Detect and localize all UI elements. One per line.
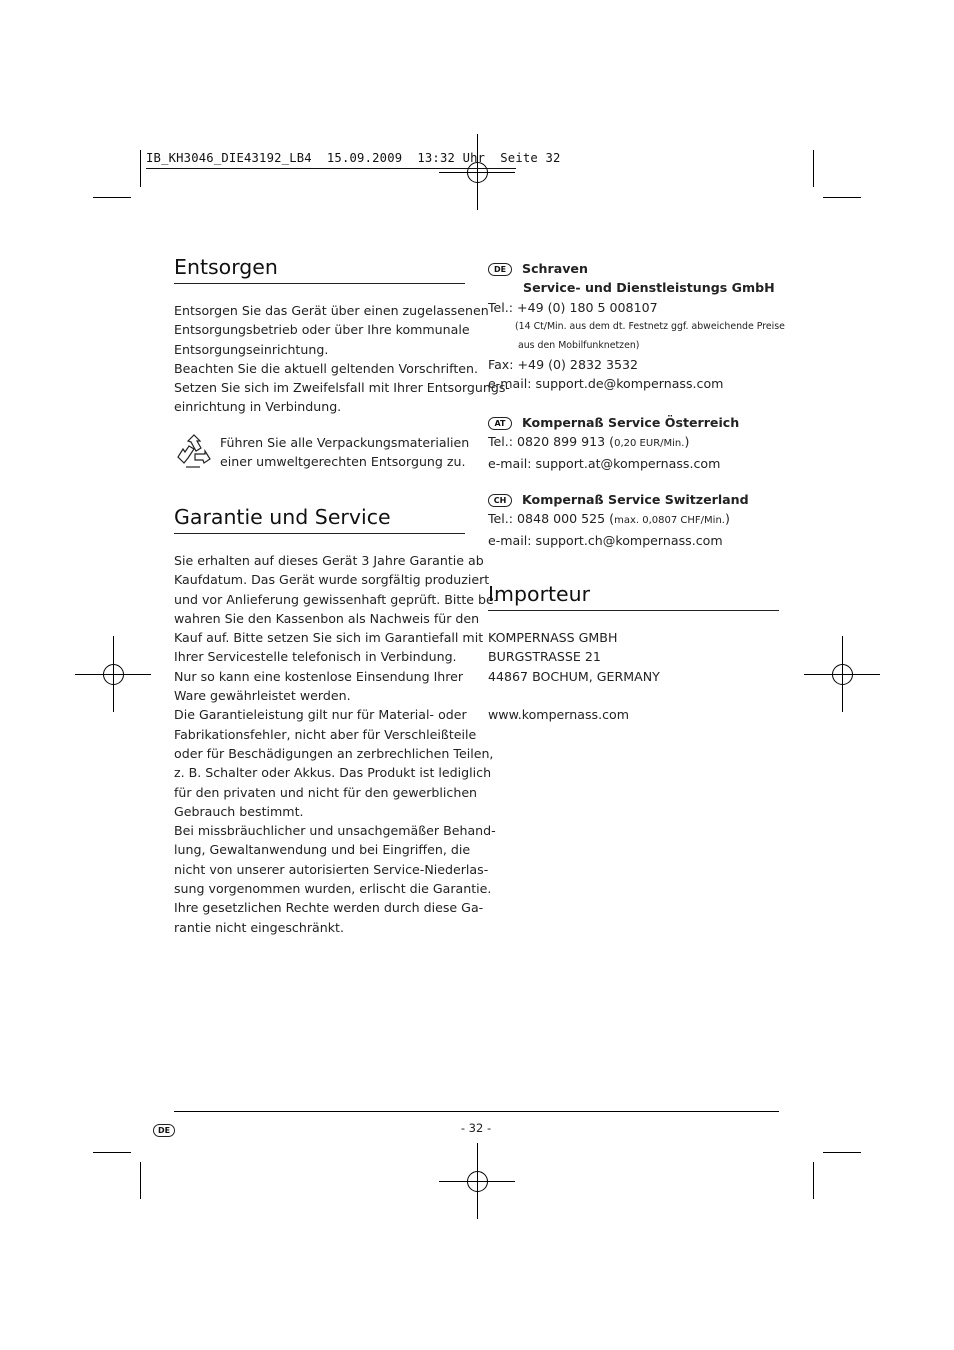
website-link[interactable]: www.kompernass.com [488,707,629,723]
text-line: sung vorgenommen wurden, erlischt die Garantie. [174,881,492,897]
service-at [488,413,780,473]
country-badge-de: DE [488,263,512,276]
service-ch [488,490,780,550]
recycle-text [220,433,469,472]
crop-mark [813,1162,814,1199]
text-line: Entsorgungsbetrieb oder über Ihre kommunale [174,322,470,338]
address-line: 44867 BOCHUM, GERMANY [488,668,660,684]
text-line: für den privaten und nicht für den gewerblichen [174,784,478,800]
phone-at [488,432,780,453]
phone-note: (14 Ct/Min. aus dem dt. Festnetz ggf. abweichende Preise [515,320,785,332]
recycle-icon [174,433,214,473]
text-line: Setzen Sie sich im Zweifelsfall mit Ihrer Entsorgungs- [174,380,510,396]
crop-mark [93,1152,131,1153]
text-line: Bei missbräuchlicher und unsachgemäßer Behand- [174,823,496,839]
text-line: Ware gewährleistet werden. [174,688,351,704]
heading-garantie: Garantie und Service [174,505,465,534]
print-slug: IB_KH3046_DIE43192_LB4 15.09.2009 13:32 Uhr Seite 32 [146,151,561,165]
registration-mark [439,134,515,210]
phone-ch [488,509,780,530]
text-line: Beachten Sie die aktuell geltenden Vorschriften. [174,360,479,376]
country-badge-at: AT [488,417,512,430]
text-line: und vor Anlieferung gewissenhaft geprüft. Bitte be- [174,591,499,607]
text-line: Entsorgen Sie das Gerät über einen zugelassenen [174,303,489,318]
text-line: Kaufdatum. Das Gerät wurde sorgfältig produziert [174,572,490,588]
phone-rate-close: ) [684,434,690,450]
phone-rate: max. 0,0807 CHF/Min. [614,515,725,527]
phone-number: Tel.: 0820 899 913 ( [488,434,615,450]
text-line: nicht von unserer autorisierten Service-Niederlas- [174,861,489,877]
footer-rule [174,1111,779,1112]
company-name: Kompernaß Service Österreich [522,415,740,430]
country-badge-ch: CH [488,494,512,507]
service-de [488,259,785,393]
text-line: Die Garantieleistung gilt nur für Material- oder [174,707,467,723]
company-name: Kompernaß Service Switzerland [522,492,749,507]
crop-mark [823,1152,861,1153]
email-de[interactable]: e-mail: support.de@kompernass.com [488,376,724,392]
section-importeur [488,582,779,724]
phone-rate: 0,20 EUR/Min. [614,438,685,450]
email-ch[interactable]: e-mail: support.ch@kompernass.com [488,532,723,548]
country-badge-de: DE [153,1124,175,1137]
crop-mark [140,150,141,187]
service-de-name [488,259,780,278]
phone-rate-close: ) [724,511,730,527]
text-line: Ihrer Servicestelle telefonisch in Verbindung. [174,649,457,665]
text-line: einer umweltgerechten Entsorgung zu. [220,454,466,470]
text-line: Sie erhalten auf dieses Gerät 3 Jahre Garantie ab [174,553,484,568]
text-line: wahren Sie den Kassenbon als Nachweis für den [174,610,480,626]
address-line: KOMPERNASS GMBH [488,630,618,645]
crop-mark [823,197,861,198]
crop-mark [93,197,131,198]
registration-mark [439,1143,515,1219]
section-garantie [174,505,499,937]
company-name-2: Service- und Dienstleistungs GmbH [523,280,775,296]
text-line: oder für Beschädigungen an zerbrechlichen Teilen, [174,745,494,761]
text-line: rantie nicht eingeschränkt. [174,919,344,935]
page-number: - 32 - [460,1121,492,1135]
heading-entsorgen: Entsorgen [174,255,465,284]
entsorgen-text [174,301,510,417]
service-at-name [488,413,780,432]
text-line: Nur so kann eine kostenlose Einsendung Ihrer [174,668,464,684]
text-line: Führen Sie alle Verpackungsmaterialien [220,435,470,450]
address-line: BURGSTRASSE 21 [488,649,601,665]
company-name: Schraven [522,261,588,276]
registration-mark [804,636,880,712]
fax-de: Fax: +49 (0) 2832 3532 [488,356,639,372]
phone-de: Tel.: +49 (0) 180 5 008107 [488,299,658,315]
garantie-text [174,551,499,937]
section-entsorgen [174,255,510,417]
text-line: Fabrikationsfehler, nicht aber für Verschleißteile [174,726,477,742]
slug-rule [146,168,516,169]
footer-badge [153,1122,175,1140]
phone-number: Tel.: 0848 000 525 ( [488,511,615,527]
heading-importeur: Importeur [488,582,779,611]
crop-mark [813,150,814,187]
phone-note: aus den Mobilfunknetzen) [518,339,640,351]
text-line: Entsorgungseinrichtung. [174,341,329,357]
text-line: Gebrauch bestimmt. [174,803,304,819]
text-line: Ihre gesetzlichen Rechte werden durch diese Ga- [174,900,484,916]
text-line: lung, Gewaltanwendung und bei Eingriffen, die [174,842,471,858]
registration-mark [75,636,151,712]
crop-mark [140,1162,141,1199]
importeur-address [488,628,779,724]
service-ch-name [488,490,780,509]
text-line: z. B. Schalter oder Akkus. Das Produkt ist lediglich [174,765,492,781]
text-line: einrichtung in Verbindung. [174,399,342,415]
email-at[interactable]: e-mail: support.at@kompernass.com [488,455,721,471]
text-line: Kauf auf. Bitte setzen Sie sich im Garantiefall mit [174,630,484,646]
